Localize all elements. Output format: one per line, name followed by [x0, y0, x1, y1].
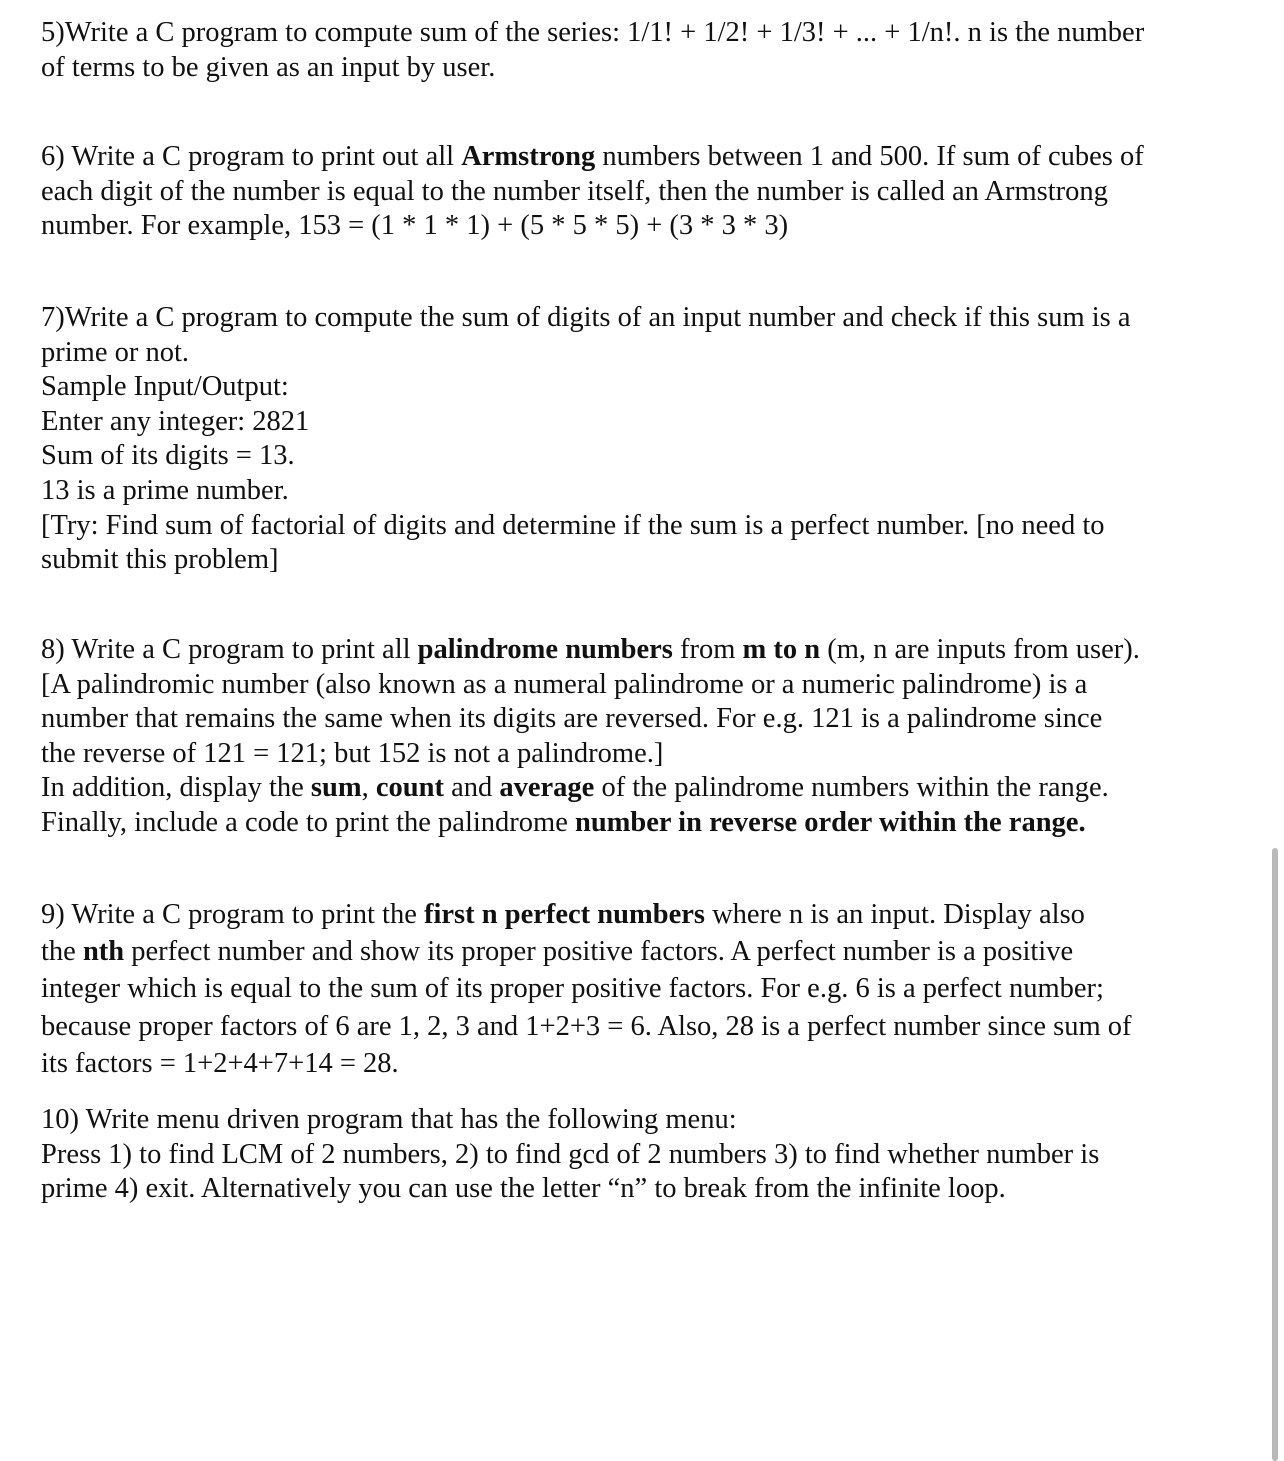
question-8-line-5: [41, 771, 1226, 806]
q8-reverse-bold: number in reverse order within the range.: [574, 806, 1086, 838]
question-7-line-5: Sum of its digits = 13.: [41, 440, 295, 472]
q8-text: ,: [361, 772, 376, 804]
q9-nth-bold: nth: [82, 936, 125, 968]
question-6: [41, 140, 1226, 244]
vertical-scrollbar[interactable]: [1272, 848, 1278, 1461]
q8-count-bold: count: [375, 772, 444, 804]
question-7-line-4: Enter any integer: 2821: [41, 405, 310, 437]
question-7-line-6: 13 is a prime number.: [41, 474, 289, 506]
q8-text: of the palindrome numbers within the range.: [594, 772, 1109, 804]
question-8-line-3: number that remains the same when its digits are reversed. For e.g. 121 is a palindrome since: [41, 703, 1103, 735]
q8-text: from: [672, 634, 743, 665]
question-8: [41, 633, 1226, 841]
question-5-line-1: 5)Write a C program to compute sum of the series: 1/1! + 1/2! + 1/3! + ... + 1/n!. n is the number: [41, 17, 1145, 48]
q6-text: 6) Write a C program to print out all: [41, 141, 462, 172]
q8-text: In addition, display the: [41, 772, 311, 804]
question-9-line-3: integer which is equal to the sum of its proper positive factors. For e.g. 6 is a perfect number;: [41, 973, 1104, 1005]
q8-average-bold: average: [499, 772, 595, 804]
question-8-line-1: [41, 633, 1226, 668]
question-9-line-5: its factors = 1+2+4+7+14 = 28.: [41, 1047, 399, 1079]
question-8-line-2: [A palindromic number (also known as a numeral palindrome or a numeric palindrome) is a: [41, 668, 1088, 700]
question-9-line-4: because proper factors of 6 are 1, 2, 3 and 1+2+3 = 6. Also, 28 is a perfect number since sum of: [41, 1010, 1132, 1042]
question-5-line-2: of terms to be given as an input by user.: [41, 51, 496, 83]
question-7-line-1: 7)Write a C program to compute the sum of digits of an input number and check if this sum is a: [41, 302, 1131, 333]
q9-text: perfect number and show its proper positive factors. A perfect number is a positive: [124, 936, 1074, 968]
q8-text: Finally, include a code to print the palindrome: [41, 806, 575, 838]
q8-palindrome-bold: palindrome numbers: [417, 634, 673, 665]
question-5: [41, 16, 1226, 85]
question-6-line-3: number. For example, 153 = (1 * 1 * 1) + (5 * 5 * 5) + (3 * 3 * 3): [41, 210, 789, 242]
q9-first-n-bold: first n perfect numbers: [423, 899, 705, 930]
q6-text: numbers between 1 and 500. If sum of cubes of: [595, 141, 1144, 172]
question-9: [41, 896, 1226, 1082]
q8-text: and: [443, 772, 500, 804]
question-6-line-2: each digit of the number is equal to the number itself, then the number is called an Armstrong: [41, 175, 1108, 207]
question-7-line-7: [Try: Find sum of factorial of digits and determine if the sum is a perfect number. [no need to: [41, 509, 1105, 541]
question-7: [41, 301, 1226, 578]
q8-sum-bold: sum: [310, 772, 362, 804]
question-8-line-6: [41, 806, 1226, 841]
question-10: [41, 1103, 1226, 1207]
question-7-line-8: submit this problem]: [41, 544, 279, 576]
question-9-line-2: [41, 933, 1226, 970]
question-6-line-1: [41, 140, 1226, 175]
question-7-line-2: prime or not.: [41, 336, 190, 368]
question-7-line-3: Sample Input/Output:: [41, 371, 289, 403]
q9-text: where n is an input. Display also: [704, 899, 1085, 930]
question-10-line-3: prime 4) exit. Alternatively you can use the letter “n” to break from the infinite loop.: [41, 1173, 1006, 1205]
question-10-line-1: 10) Write menu driven program that has the following menu:: [41, 1104, 737, 1135]
q8-range-bold: m to n: [742, 634, 821, 665]
q8-text: 8) Write a C program to print all: [41, 634, 418, 665]
q6-armstrong-bold: Armstrong: [461, 141, 596, 172]
question-10-line-2: Press 1) to find LCM of 2 numbers, 2) to find gcd of 2 numbers 3) to find whether number is: [41, 1138, 1100, 1170]
q9-text: 9) Write a C program to print the: [41, 899, 424, 930]
q8-text: (m, n are inputs from user).: [820, 634, 1140, 665]
question-9-line-1: [41, 896, 1226, 933]
q9-text: the: [41, 936, 83, 968]
question-8-line-4: the reverse of 121 = 121; but 152 is not a palindrome.]: [41, 737, 664, 769]
